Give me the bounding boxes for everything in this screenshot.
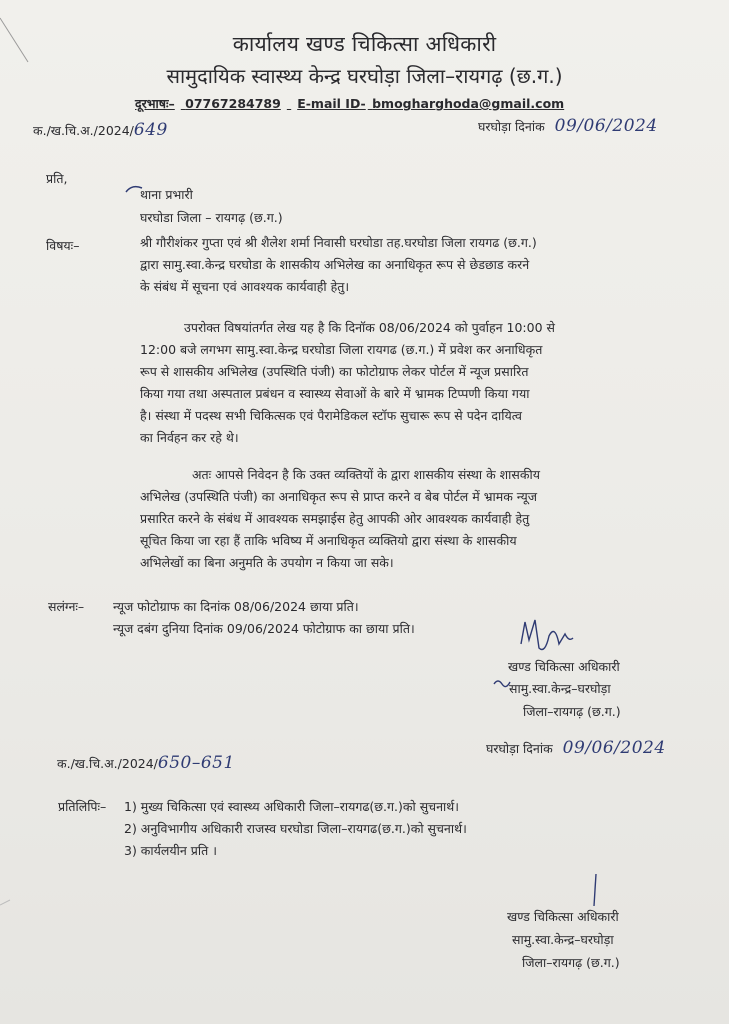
- subject-line: के संबंध में सूचना एवं आवश्यक कार्यवाही हेतु।: [140, 279, 350, 294]
- signature-scribble-2: [588, 872, 602, 908]
- body-paragraph-2: [140, 464, 640, 574]
- paragraph-line: अभिलेखों का बिना अनुमति के उपयोग न किया जा सके।: [140, 555, 394, 570]
- signature-1-centre: सामु.स्वा.केन्द्र–घरघोड़ा: [509, 681, 611, 696]
- recipient-line-2: घरघोडा जिला – रायगढ़ (छ.ग.): [140, 210, 283, 225]
- paragraph-line: अभिलेख (उपस्थिति पंजी) का अनाधिकृत रूप से प्राप्त करने व बेब पोर्टल में भ्रामक न्यूज: [140, 489, 537, 504]
- signature-2-district: जिला–रायगढ़ (छ.ग.): [522, 955, 620, 970]
- to-label: प्रति,: [46, 171, 68, 186]
- paragraph-line: किया गया तथा अस्पताल प्रबंधन व स्वास्थ्य सेवाओं के बारे में भ्रामक टिप्पणी किया गया: [140, 386, 530, 401]
- paragraph-line: प्रसारित करने के संबंध में आवश्यक समझाईस हेतु आपकी ओर आवश्यक कार्यवाही हेतु: [140, 511, 530, 526]
- copy-item-2: 2) अनुविभागीय अधिकारी राजस्व घरघोडा जिला–रायगढ(छ.ग.)को सुचनार्थ।: [124, 821, 467, 836]
- reference-handwritten-number: 650–651: [157, 753, 235, 773]
- phone-number: 07767284789: [185, 96, 281, 111]
- date-label: घरघोड़ा दिनांक: [486, 741, 553, 756]
- reference-prefix: क./ख.चि.अ./2024/: [57, 756, 158, 771]
- phone-label: दूरभाषः–: [135, 96, 175, 111]
- paragraph-line: रूप से शासकीय अभिलेख (उपस्थिति पंजी) का फोटोग्राफ लेकर पोर्टल में न्यूज प्रसारित: [140, 364, 529, 379]
- reference-prefix: क./ख.चि.अ./2024/: [33, 123, 134, 138]
- date-handwritten: 09/06/2024: [562, 738, 666, 758]
- subject-line: द्वारा सामु.स्वा.केन्द्र घरघोडा के शासकीय अभिलेख का अनाधिकृत रूप से छेडछाड करने: [140, 257, 530, 272]
- signature-1-district: जिला–रायगढ़ (छ.ग.): [523, 704, 621, 719]
- body-paragraph-1: [140, 317, 640, 449]
- signature-2-title: खण्ड चिकित्सा अधिकारी: [507, 909, 619, 924]
- email-address: bmogharghoda@gmail.com: [372, 96, 565, 111]
- reference-number-1: [33, 120, 168, 140]
- paragraph-line: उपरोक्त विषयांतर्गत लेख यह है कि दिनॉक 08/06/2024 को पुर्वाहन 10:00 से: [184, 320, 555, 335]
- subject-text: [140, 232, 640, 298]
- centre-title: सामुदायिक स्वास्थ्य केन्द्र घरघोड़ा जिला–रायगढ़ (छ.ग.): [166, 64, 563, 88]
- enclosure-line-2: न्यूज दबंग दुनिया दिनांक 09/06/2024 फोटोग्राफ का छाया प्रति।: [113, 621, 415, 636]
- reference-date-1: [478, 116, 658, 136]
- paragraph-line: 12:00 बजे लगभग सामु.स्वा.केन्द्र घरघोडा जिला रायगढ (छ.ग.) में प्रवेश कर अनाधिकृत: [140, 342, 543, 357]
- copy-item-3: 3) कार्यलयीन प्रति ।: [124, 843, 217, 858]
- paragraph-line: का निर्वहन कर रहे थे।: [140, 430, 239, 445]
- paragraph-line: सूचित किया जा रहा हैं ताकि भविष्य में अनाधिकृत व्यक्तियो द्वारा संस्था के शासकीय: [140, 533, 517, 548]
- copy-label: प्रतिलिपिः–: [58, 799, 107, 814]
- signature-scribble-1: [515, 614, 575, 660]
- subject-label: विषयः–: [46, 238, 80, 253]
- enclosure-line-1: न्यूज फोटोग्राफ का दिनांक 08/06/2024 छाया प्रति।: [113, 599, 359, 614]
- email-label: E-mail ID-: [297, 96, 366, 111]
- reference-handwritten-number: 649: [133, 120, 168, 140]
- enclosure-label: सलंग्नः–: [48, 599, 85, 614]
- subject-line: श्री गौरीशंकर गुप्ता एवं श्री शैलेश शर्मा निवासी घरघोडा तह.घरघोडा जिला रायगढ (छ.ग.): [140, 235, 537, 250]
- paragraph-line: अतः आपसे निवेदन है कि उक्त व्यक्तियों के द्वारा शासकीय संस्था के शासकीय: [192, 467, 540, 482]
- contact-line: [135, 95, 570, 112]
- signature-2-centre: सामु.स्वा.केन्द्र–घरघोड़ा: [512, 932, 614, 947]
- reference-date-2: [486, 738, 666, 758]
- signature-1-title: खण्ड चिकित्सा अधिकारी: [508, 659, 620, 674]
- office-title: कार्यालय खण्ड चिकित्सा अधिकारी: [232, 32, 497, 56]
- recipient-line-1: थाना प्रभारी: [140, 187, 193, 202]
- paragraph-line: है। संस्था में पदस्थ सभी चिकित्सक एवं पैरामेडिकल स्टॉफ सुचारू रूप से पदेन दायित्व: [140, 408, 522, 423]
- date-handwritten: 09/06/2024: [554, 116, 658, 136]
- copy-item-1: 1) मुख्य चिकित्सा एवं स्वास्थ्य अधिकारी जिला–रायगढ(छ.ग.)को सुचनार्थ।: [124, 799, 459, 814]
- date-label: घरघोड़ा दिनांक: [478, 119, 545, 134]
- reference-number-2: [57, 753, 235, 773]
